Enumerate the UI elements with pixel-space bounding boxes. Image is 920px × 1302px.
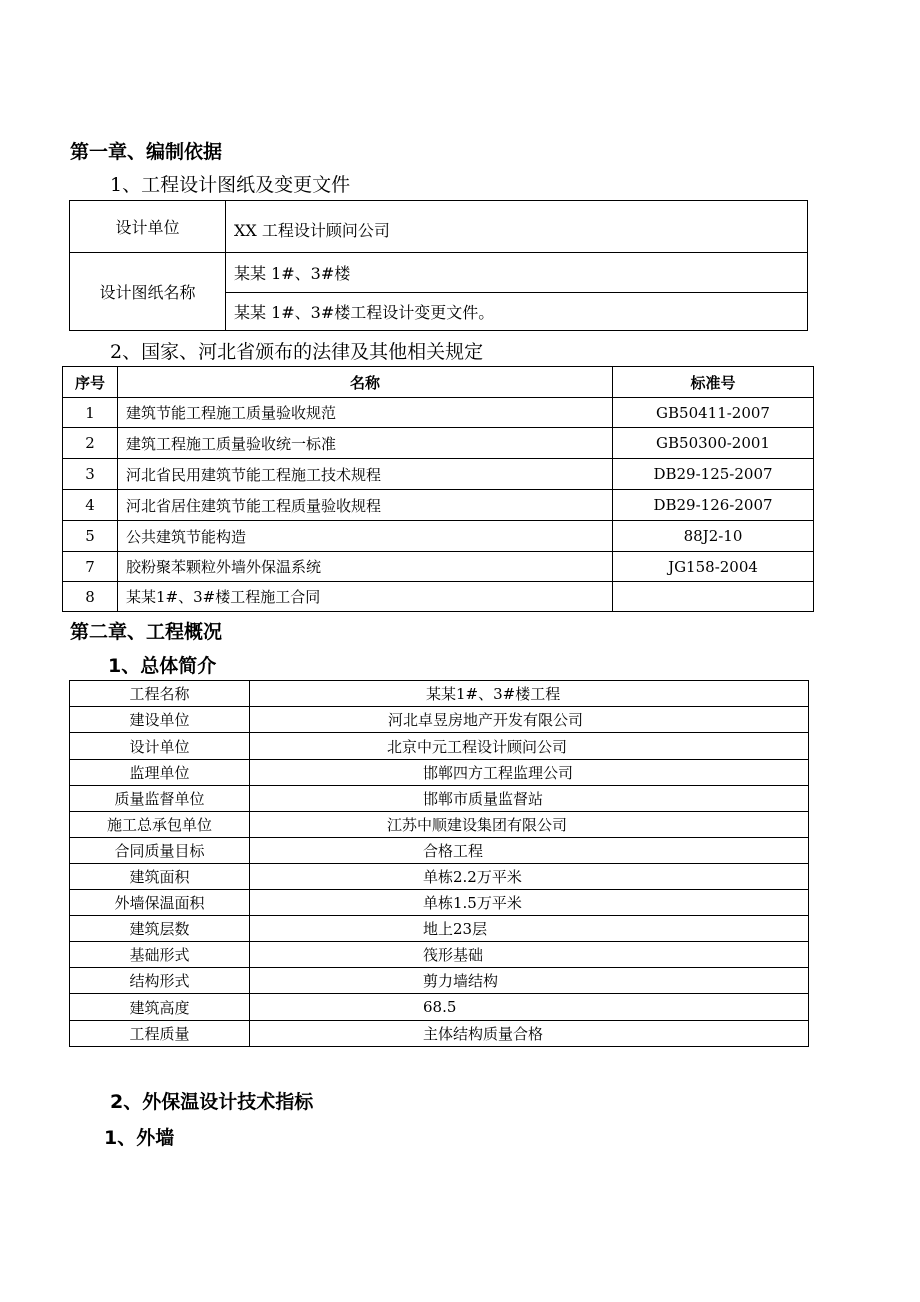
- table-row: [70, 968, 809, 994]
- section1-title: 1、工程设计图纸及变更文件: [110, 174, 351, 196]
- table-row: [63, 398, 814, 428]
- overview-key: 监理单位: [70, 760, 250, 786]
- table-row: [70, 890, 809, 916]
- regulations-table: [62, 366, 814, 612]
- table-row: [70, 681, 809, 707]
- row-name: 河北省民用建筑节能工程施工技术规程: [118, 459, 613, 490]
- row-name: 公共建筑节能构造: [118, 521, 613, 552]
- table-row: [70, 994, 809, 1021]
- design-unit-label: 设计单位: [70, 201, 226, 253]
- row-no: 1: [63, 398, 118, 428]
- table-row: [70, 838, 809, 864]
- overview-key: 质量监督单位: [70, 786, 250, 812]
- overview-key: 建筑高度: [70, 994, 250, 1021]
- row-std: DB29-125-2007: [613, 459, 814, 490]
- overview-key: 建筑面积: [70, 864, 250, 890]
- overview-key: 合同质量目标: [70, 838, 250, 864]
- row-std: 88J2-10: [613, 521, 814, 552]
- overview-value: 主体结构质量合格: [250, 1021, 809, 1047]
- table-row: [63, 428, 814, 459]
- overview-key: 设计单位: [70, 733, 250, 760]
- design-docs-table: [69, 200, 808, 331]
- overview-value: 邯郸四方工程监理公司: [250, 760, 809, 786]
- overview-table: [69, 680, 809, 1047]
- overview-value: 单栋1.5万平米: [250, 890, 809, 916]
- row-std: GB50411-2007: [613, 398, 814, 428]
- overview-key: 工程名称: [70, 681, 250, 707]
- row-name: 河北省居住建筑节能工程质量验收规程: [118, 490, 613, 521]
- overview-key: 结构形式: [70, 968, 250, 994]
- table-row: [63, 490, 814, 521]
- overview-title: 1、总体简介: [108, 655, 217, 677]
- row-no: 7: [63, 552, 118, 582]
- overview-value: 剪力墙结构: [250, 968, 809, 994]
- header-std: 标准号: [613, 367, 814, 398]
- row-name: 某某1#、3#楼工程施工合同: [118, 582, 613, 612]
- chapter2-title: 第二章、工程概况: [70, 621, 223, 643]
- overview-value: 邯郸市质量监督站: [250, 786, 809, 812]
- row-name: 建筑节能工程施工质量验收规范: [118, 398, 613, 428]
- table-row: [70, 786, 809, 812]
- row-name: 胶粉聚苯颗粒外墙外保温系统: [118, 552, 613, 582]
- table-row: [63, 582, 814, 612]
- table-row: [70, 864, 809, 890]
- overview-key: 建设单位: [70, 707, 250, 733]
- overview-value: 合格工程: [250, 838, 809, 864]
- overview-value: 筏形基础: [250, 942, 809, 968]
- row-no: 4: [63, 490, 118, 521]
- exterior-wall-title: 1、外墙: [104, 1127, 175, 1149]
- overview-value: 单栋2.2万平米: [250, 864, 809, 890]
- table-row: [70, 760, 809, 786]
- drawing-name-value-1: 某某 1#、3#楼: [226, 253, 808, 293]
- design-unit-value: XX 工程设计顾问公司: [226, 201, 808, 253]
- header-no: 序号: [63, 367, 118, 398]
- overview-value: 68.5: [250, 994, 809, 1021]
- table-row: [70, 707, 809, 733]
- overview-key: 外墙保温面积: [70, 890, 250, 916]
- overview-value: 地上23层: [250, 916, 809, 942]
- header-name: 名称: [118, 367, 613, 398]
- row-no: 8: [63, 582, 118, 612]
- row-name: 建筑工程施工质量验收统一标准: [118, 428, 613, 459]
- table-row: [70, 942, 809, 968]
- overview-value: 江苏中顺建设集团有限公司: [250, 812, 809, 838]
- overview-key: 基础形式: [70, 942, 250, 968]
- drawing-name-label: 设计图纸名称: [70, 253, 226, 331]
- table-row: [70, 916, 809, 942]
- overview-key: 建筑层数: [70, 916, 250, 942]
- table-row: [63, 459, 814, 490]
- drawing-name-value-2: 某某 1#、3#楼工程设计变更文件。: [226, 293, 808, 331]
- table-row: [63, 552, 814, 582]
- row-std: DB29-126-2007: [613, 490, 814, 521]
- overview-value: 某某1#、3#楼工程: [250, 681, 809, 707]
- chapter1-title: 第一章、编制依据: [70, 141, 223, 163]
- row-std: GB50300-2001: [613, 428, 814, 459]
- table-row: [70, 733, 809, 760]
- row-std: [613, 582, 814, 612]
- row-no: 3: [63, 459, 118, 490]
- table-row: [70, 1021, 809, 1047]
- table-row: [70, 812, 809, 838]
- table-row: [63, 521, 814, 552]
- insulation-spec-title: 2、外保温设计技术指标: [110, 1091, 314, 1113]
- overview-value: 北京中元工程设计顾问公司: [250, 733, 809, 760]
- overview-value: 河北卓昱房地产开发有限公司: [250, 707, 809, 733]
- row-no: 5: [63, 521, 118, 552]
- section2-title: 2、国家、河北省颁布的法律及其他相关规定: [110, 341, 484, 363]
- overview-key: 工程质量: [70, 1021, 250, 1047]
- row-std: JG158-2004: [613, 552, 814, 582]
- row-no: 2: [63, 428, 118, 459]
- overview-key: 施工总承包单位: [70, 812, 250, 838]
